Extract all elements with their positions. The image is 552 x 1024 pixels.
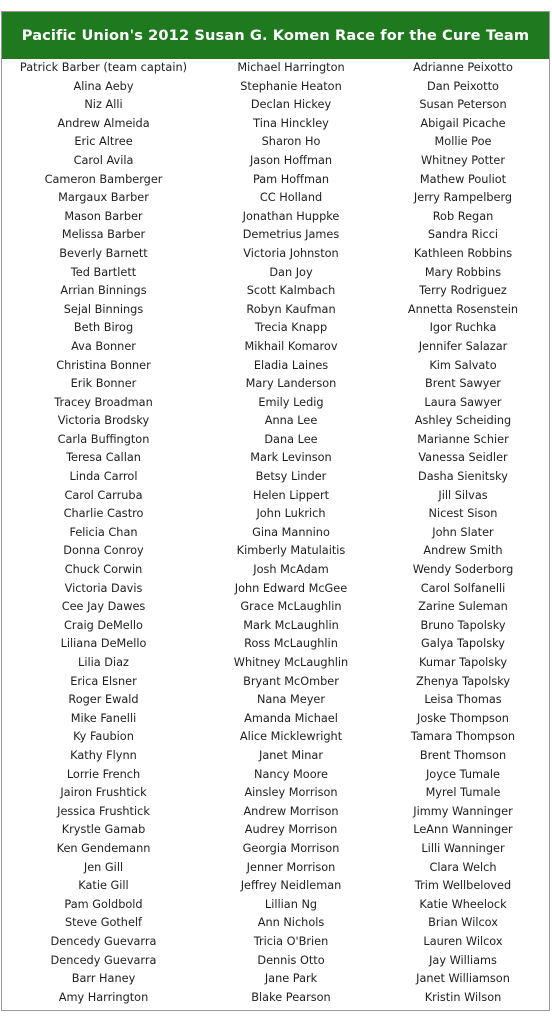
team-member-name: John Lukrich bbox=[256, 507, 326, 521]
team-member-name: Clara Welch bbox=[429, 860, 497, 874]
team-member-name: Christina Bonner bbox=[56, 358, 151, 372]
team-member-name: Jay Williams bbox=[429, 953, 497, 967]
team-member-name: Marianne Schier bbox=[417, 432, 509, 446]
team-member-name: Felicia Chan bbox=[69, 525, 138, 539]
team-member-name: Galya Tapolsky bbox=[421, 637, 505, 651]
team-member-name: Dencedy Guevarra bbox=[50, 934, 157, 948]
team-member-name: Kristin Wilson bbox=[424, 990, 502, 1004]
team-member-name: Erica Elsner bbox=[70, 674, 137, 688]
team-member-name: Adrianne Peixotto bbox=[413, 61, 513, 74]
team-member-name: Mary Robbins bbox=[424, 265, 502, 279]
team-member-name: Josh McAdam bbox=[253, 563, 329, 577]
team-member-name: Pam Goldbold bbox=[64, 897, 143, 911]
team-member-name: LeAnn Wanninger bbox=[413, 823, 513, 837]
team-member-name: Kathleen Robbins bbox=[413, 246, 513, 260]
team-member-name: Janet Williamson bbox=[416, 972, 510, 986]
team-member-name: Jennifer Salazar bbox=[418, 339, 508, 353]
team-member-name: Georgia Morrison bbox=[242, 841, 340, 855]
team-member-name: Lillian Ng bbox=[264, 897, 318, 911]
team-member-name: Stephanie Heaton bbox=[240, 79, 342, 93]
team-member-name: Eladia Laines bbox=[253, 358, 329, 372]
team-member-name: Lilli Wanninger bbox=[421, 841, 505, 855]
team-member-name: Carla Buffington bbox=[57, 432, 150, 446]
team-member-name: Jill Silvas bbox=[438, 488, 488, 502]
team-member-name: Eric Altree bbox=[74, 135, 133, 149]
team-member-name: Craig DeMello bbox=[64, 618, 143, 632]
team-member-name: Liliana DeMello bbox=[60, 637, 147, 651]
team-member-name: Abigail Picache bbox=[420, 116, 506, 130]
team-member-name: Mollie Poe bbox=[434, 135, 492, 149]
team-member-name: Whitney Potter bbox=[420, 153, 506, 167]
team-member-name: Sandra Ricci bbox=[427, 228, 499, 242]
team-member-name: Erik Bonner bbox=[70, 377, 137, 391]
team-member-name: Joske Thompson bbox=[417, 711, 509, 725]
team-member-name: Gina Mannino bbox=[252, 525, 330, 539]
team-member-name: Victoria Davis bbox=[64, 581, 143, 595]
team-member-name: Ross McLaughlin bbox=[244, 637, 338, 651]
team-roster-table bbox=[1, 11, 550, 1011]
team-member-name: Jeffrey Neidleman bbox=[240, 879, 342, 893]
team-member-name: Mark Levinson bbox=[250, 451, 332, 465]
team-member-name: Whitney McLaughlin bbox=[233, 656, 349, 669]
team-member-name: Janet Minar bbox=[259, 748, 323, 762]
team-member-name: Trecia Knapp bbox=[254, 321, 328, 335]
team-member-name: Brent Thomson bbox=[419, 748, 507, 762]
team-member-name: Mason Barber bbox=[64, 209, 143, 223]
team-member-name: Mark McLaughlin bbox=[243, 618, 339, 632]
team-member-name: Vanessa Seidler bbox=[418, 451, 508, 465]
name-column-1 bbox=[2, 59, 205, 1007]
team-member-name: Sejal Binnings bbox=[63, 302, 144, 316]
name-column-3 bbox=[377, 59, 549, 1007]
team-member-name: Emily Ledig bbox=[258, 395, 324, 409]
team-member-name: Carol Solfanelli bbox=[420, 581, 506, 595]
team-member-name: Jen Gill bbox=[83, 860, 124, 874]
team-member-name: Krystle Gamab bbox=[61, 823, 146, 837]
team-member-name: Teresa Callan bbox=[66, 451, 141, 465]
team-member-name: Cameron Bamberger bbox=[44, 172, 163, 186]
team-member-name: Jonathan Huppke bbox=[242, 209, 340, 223]
team-member-name: Ava Bonner bbox=[71, 339, 136, 353]
team-member-name: Amanda Michael bbox=[244, 711, 338, 725]
team-member-name: Patrick Barber (team captain) bbox=[19, 61, 188, 74]
team-member-name: Grace McLaughlin bbox=[240, 600, 342, 614]
team-member-name: Trim Wellbeloved bbox=[414, 879, 512, 893]
team-member-name: Beverly Barnett bbox=[59, 246, 148, 260]
team-member-name: Dencedy Guevarra bbox=[50, 953, 157, 967]
team-member-name: Nicest Sison bbox=[428, 507, 498, 521]
team-member-name: Terry Rodriguez bbox=[419, 284, 507, 298]
team-member-name: Demetrius James bbox=[242, 228, 340, 242]
team-member-name: Susan Peterson bbox=[419, 98, 507, 112]
team-member-name: John Edward McGee bbox=[234, 581, 348, 595]
team-member-name: Ken Gendemann bbox=[56, 841, 151, 855]
team-member-name: Mary Landerson bbox=[245, 377, 337, 391]
table-header bbox=[2, 12, 549, 59]
team-member-name: Lauren Wilcox bbox=[423, 934, 503, 948]
team-member-name: Kim Salvato bbox=[429, 358, 497, 372]
team-member-name: Carol Carruba bbox=[64, 488, 143, 502]
team-member-name: Victoria Johnston bbox=[243, 246, 339, 260]
team-member-name: Amy Harrington bbox=[58, 990, 149, 1004]
team-member-name: Jason Hoffman bbox=[249, 153, 333, 167]
team-member-name: Helen Lippert bbox=[252, 488, 330, 502]
team-member-name: Lilia Diaz bbox=[78, 656, 129, 669]
team-member-name: Ted Bartlett bbox=[70, 265, 137, 279]
team-member-name: Ky Faubion bbox=[73, 730, 134, 744]
team-member-name: Margaux Barber bbox=[58, 191, 149, 205]
team-member-name: Arrian Binnings bbox=[60, 284, 147, 298]
team-member-name: Linda Carrol bbox=[69, 470, 138, 484]
team-member-name: CC Holland bbox=[259, 191, 323, 205]
team-member-name: Dan Peixotto bbox=[427, 79, 499, 93]
team-member-name: Mike Fanelli bbox=[70, 711, 137, 725]
team-member-name: Anna Lee bbox=[264, 414, 318, 428]
team-member-name: Pam Hoffman bbox=[252, 172, 330, 186]
team-member-name: Zarine Suleman bbox=[418, 600, 508, 614]
team-member-name: Kumar Tapolsky bbox=[418, 656, 508, 669]
team-member-name: Tracey Broadman bbox=[54, 395, 153, 409]
team-member-name: Dennis Otto bbox=[257, 953, 325, 967]
team-member-name: Andrew Morrison bbox=[243, 804, 339, 818]
name-columns bbox=[2, 59, 549, 1007]
team-member-name: Rob Regan bbox=[432, 209, 494, 223]
team-member-name: Ainsley Morrison bbox=[244, 786, 338, 800]
team-member-name: Jairon Frushtick bbox=[60, 786, 147, 800]
team-member-name: Lorrie French bbox=[66, 767, 141, 781]
team-member-name: Andrew Almeida bbox=[57, 116, 150, 130]
team-member-name: Bryant McOmber bbox=[243, 674, 339, 688]
team-member-name: Kathy Flynn bbox=[70, 748, 137, 762]
team-member-name: Brian Wilcox bbox=[428, 916, 498, 930]
team-member-name: Niz Alli bbox=[84, 98, 123, 112]
team-member-name: Tamara Thompson bbox=[410, 730, 516, 744]
team-member-name: Zhenya Tapolsky bbox=[415, 674, 511, 688]
team-member-name: Nancy Moore bbox=[254, 767, 328, 781]
team-member-name: Jerry Rampelberg bbox=[413, 191, 513, 205]
team-member-name: Cee Jay Dawes bbox=[61, 600, 146, 614]
team-member-name: Beth Birog bbox=[73, 321, 134, 335]
team-member-name: Robyn Kaufman bbox=[246, 302, 336, 316]
team-member-name: Blake Pearson bbox=[251, 990, 331, 1004]
team-member-name: Sharon Ho bbox=[261, 135, 321, 149]
team-member-name: Melissa Barber bbox=[61, 228, 146, 242]
team-member-name: Brent Sawyer bbox=[425, 377, 501, 391]
team-member-name: Kimberly Matulaitis bbox=[236, 544, 346, 558]
team-member-name: Chuck Corwin bbox=[64, 563, 143, 577]
team-member-name: Jimmy Wanninger bbox=[413, 804, 513, 818]
team-member-name: Wendy Soderborg bbox=[412, 563, 514, 577]
team-member-name: Carol Avila bbox=[73, 153, 134, 167]
team-member-name: Betsy Linder bbox=[255, 470, 327, 484]
team-member-name: Nana Meyer bbox=[256, 693, 326, 707]
team-member-name: Michael Harrington bbox=[237, 61, 345, 74]
team-member-name: Jane Park bbox=[264, 972, 318, 986]
team-member-name: Katie Gill bbox=[78, 879, 129, 893]
team-member-name: Igor Ruchka bbox=[429, 321, 497, 335]
team-member-name: Laura Sawyer bbox=[424, 395, 502, 409]
team-member-name: Charlie Castro bbox=[63, 507, 144, 521]
team-member-name: Myrel Tumale bbox=[425, 786, 501, 800]
team-member-name: Leisa Thomas bbox=[424, 693, 502, 707]
team-member-name: Scott Kalmbach bbox=[246, 284, 336, 298]
team-member-name: Alice Micklewright bbox=[239, 730, 343, 744]
team-member-name: John Slater bbox=[432, 525, 494, 539]
team-member-name: Bruno Tapolsky bbox=[420, 618, 506, 632]
team-member-name: Dan Joy bbox=[269, 265, 313, 279]
team-member-name: Tricia O'Brien bbox=[253, 934, 329, 948]
team-member-name: Audrey Morrison bbox=[244, 823, 338, 837]
team-member-name: Mathew Pouliot bbox=[419, 172, 507, 186]
team-member-name: Dana Lee bbox=[264, 432, 318, 446]
team-member-name: Declan Hickey bbox=[250, 98, 332, 112]
team-member-name: Tina Hinckley bbox=[253, 116, 329, 130]
table-title: Pacific Union's 2012 Susan G. Komen Race for the Cure Team bbox=[21, 27, 530, 44]
team-member-name: Steve Gothelf bbox=[64, 916, 143, 930]
team-member-name: Alina Aeby bbox=[73, 79, 134, 93]
team-member-name: Mikhail Komarov bbox=[244, 339, 338, 353]
team-member-name: Ann Nichols bbox=[257, 916, 325, 930]
team-member-name: Roger Ewald bbox=[68, 693, 139, 707]
team-member-name: Joyce Tumale bbox=[425, 767, 501, 781]
team-member-name: Ashley Scheiding bbox=[414, 414, 512, 428]
name-column-2 bbox=[205, 59, 377, 1007]
team-member-name: Katie Wheelock bbox=[419, 897, 507, 911]
team-member-name: Dasha Sienitsky bbox=[418, 470, 508, 484]
team-member-name: Donna Conroy bbox=[63, 544, 144, 558]
team-member-name: Barr Haney bbox=[71, 972, 136, 986]
team-member-name: Victoria Brodsky bbox=[57, 414, 150, 428]
team-member-name: Jenner Morrison bbox=[246, 860, 336, 874]
team-member-name: Andrew Smith bbox=[423, 544, 503, 558]
team-member-name: Jessica Frushtick bbox=[57, 804, 150, 818]
team-member-name: Annetta Rosenstein bbox=[407, 302, 519, 316]
